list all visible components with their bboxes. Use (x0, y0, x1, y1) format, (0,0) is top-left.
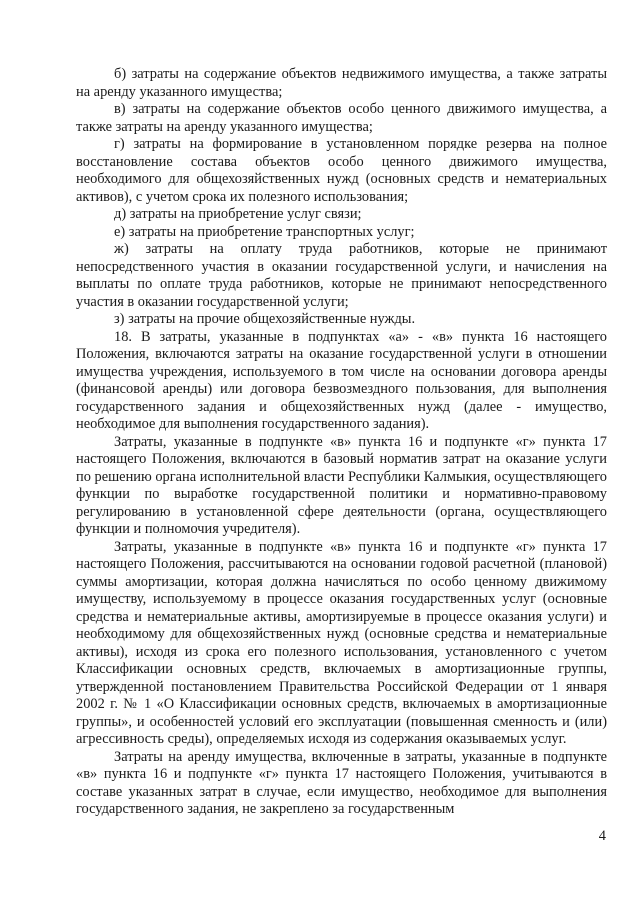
paragraph-costs-rent: Затраты на аренду имущества, включенные в затраты, указанные в подпункте «в» пункта 16 и подпункте «г» пункта 17 настоящего Положения, учитываются в составе указанных затрат в случае, если имущество, необходимое для выполнения государственного задания, не закреплено за государственным (76, 748, 607, 817)
paragraph-18: 18. В затраты, указанные в подпунктах «а» - «в» пункта 16 настоящего Положения, включаются затраты на оказание государственной услуги в отношении имущества учреждения, используемого в том числе на основании договора аренды (финансовой аренды) или договора безвозмездного пользования, для выполнения государственного задания и общехозяйственных нужд (далее - имущество, необходимое для выполнения государственного задания). (76, 328, 607, 432)
paragraph-v: в) затраты на содержание объектов особо ценного движимого имущества, а также затраты на аренду указанного имущества; (76, 101, 607, 135)
paragraph-e: е) затраты на приобретение транспортных услуг; (114, 223, 415, 240)
paragraph-z: з) затраты на прочие общехозяйственные нужды. (114, 311, 416, 327)
document-page (76, 66, 607, 819)
page-number: 4 (598, 828, 606, 844)
paragraph-g: г) затраты на формирование в установленном порядке резерва на полное восстановление состава объектов особо ценного движимого имущества, необходимого для общехозяйственных нужд (основных средств и нематериальных активов), с учетом срока их полезного использования; (76, 136, 607, 205)
paragraph-costs-amortization: Затраты, указанные в подпункте «в» пункта 16 и подпункте «г» пункта 17 настоящего Положения, рассчитываются на основании годовой расчетной (плановой) суммы амортизации, которая должна начисляться по особо ценному движимому имуществу, используемому в процессе оказания государственных услуг (основные средства и нематериальные активы, амортизируемые в процессе оказания услуги) и необходимому для общехозяйственных нужд (основные средства и нематериальные активы), исходя из срока его полезного использования, установленного с учетом Классификации основных средств, включаемых в амортизационные группы, утвержденной постановлением Правительства Российской Федерации от 1 января 2002 г. № 1 «О Классификации основных средств, включаемых в амортизационные группы», и особенностей условий его эксплуатации (повышенная сменность и (или) агрессивность среды), определяемых исходя из содержания оказываемых услуг. (76, 538, 607, 747)
paragraph-d: д) затраты на приобретение услуг связи; (114, 206, 362, 222)
paragraph-costs-base-norm: Затраты, указанные в подпункте «в» пункта 16 и подпункте «г» пункта 17 настоящего Положения, включаются в базовый норматив затрат на оказание услуги по решению органа исполнительной власти Республики Калмыкия, осуществляющего функции по выработке государственной политики и нормативно-правовому регулированию в установленной сфере деятельности (органа, осуществляющего функции и полномочия учредителя). (76, 433, 607, 537)
paragraph-zh: ж) затраты на оплату труда работников, которые не принимают непосредственного участия в оказании государственной услуги, и начисления на выплаты по оплате труда работников, которые не принимают непосредственного участия в оказании государственной услуги; (76, 241, 607, 310)
paragraph-b: б) затраты на содержание объектов недвижимого имущества, а также затраты на аренду указанного имущества; (76, 66, 607, 100)
